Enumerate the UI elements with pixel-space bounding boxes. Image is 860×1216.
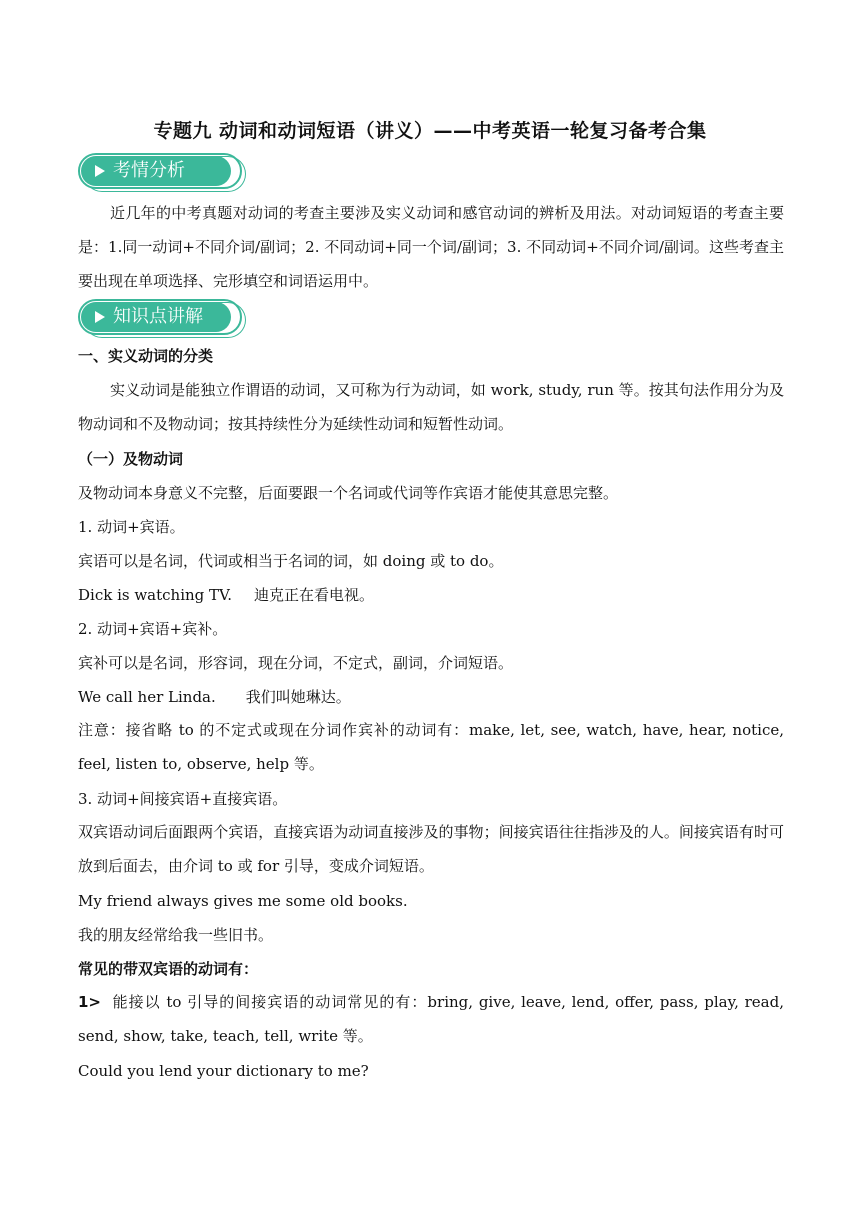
heading-common-verbs: 常见的带双宾语的动词有： bbox=[78, 960, 259, 978]
text-paragraph: 双宾语动词后面跟两个宾语，直接宾语为动词直接涉及的事物；间接宾语往往指涉及的人。间接宾语有时可放到后面去，由介词 to 或 for 引导，变成介词短语。 bbox=[78, 823, 784, 875]
intro-paragraph: 实义动词是能独立作谓语的动词，又可称为行为动词，如 work, study, run 等。按其句法作用分为及物动词和不及物动词；按其持续性分为延续性动词和短暂性动词。 bbox=[78, 381, 784, 433]
section-label: 考情分析 bbox=[113, 160, 185, 181]
example-chinese: 我的朋友经常给我一些旧书。 bbox=[78, 926, 274, 944]
example-english: We call her Linda. bbox=[78, 688, 216, 706]
section-badge-analysis bbox=[78, 153, 248, 193]
point-text: 能接以 to 引导的间接宾语的动词常见的有：bring, give, leave, lend, offer, pass, play, read, send, show, take, teach, tell, write 等。 bbox=[78, 993, 784, 1045]
list-item: 1. 动词+宾语。 bbox=[78, 518, 185, 536]
subheading-transitive: （一）及物动词 bbox=[78, 450, 184, 468]
example-english: My friend always gives me some old books. bbox=[78, 892, 408, 910]
play-triangle-icon bbox=[95, 311, 105, 323]
text-line: 及物动词本身意义不完整，后面要跟一个名词或代词等作宾语才能使其意思完整。 bbox=[78, 484, 619, 502]
list-item: 2. 动词+宾语+宾补。 bbox=[78, 620, 228, 638]
point-paragraph bbox=[78, 985, 784, 1053]
list-item: 3. 动词+间接宾语+直接宾语。 bbox=[78, 790, 288, 808]
example-chinese: 迪克正在看电视。 bbox=[254, 586, 375, 604]
example-english: Could you lend your dictionary to me? bbox=[78, 1062, 369, 1080]
note-paragraph: 注意：接省略 to 的不定式或现在分词作宾补的动词有：make, let, see, watch, have, hear, notice, feel, listen to, observe, help 等。 bbox=[78, 721, 784, 773]
example-chinese: 我们叫她琳达。 bbox=[245, 688, 351, 706]
heading-verb-classes: 一、实义动词的分类 bbox=[78, 347, 214, 365]
section-label: 知识点讲解 bbox=[113, 306, 203, 327]
section-badge-knowledge bbox=[78, 299, 248, 339]
text-line: 宾语可以是名词，代词或相当于名词的词，如 doing 或 to do。 bbox=[78, 552, 504, 570]
example-line bbox=[78, 687, 351, 707]
play-triangle-icon bbox=[95, 165, 105, 177]
example-english: Dick is watching TV. bbox=[78, 586, 233, 604]
page-title: 专题九 动词和动词短语（讲义）——中考英语一轮复习备考合集 bbox=[153, 120, 707, 142]
point-number: 1> bbox=[78, 993, 102, 1011]
text-line: 宾补可以是名词，形容词，现在分词，不定式，副词，介词短语。 bbox=[78, 654, 514, 672]
analysis-paragraph: 近几年的中考真题对动词的考查主要涉及实义动词和感官动词的辨析及用法。对动词短语的考查主要是：1.同一动词+不同介词/副词；2. 不同动词+同一个词/副词；3. 不同动词+不同介词/副词。这些考查主要出现在单项选择、完形填空和词语运用中。 bbox=[78, 204, 784, 290]
example-line bbox=[78, 585, 374, 605]
